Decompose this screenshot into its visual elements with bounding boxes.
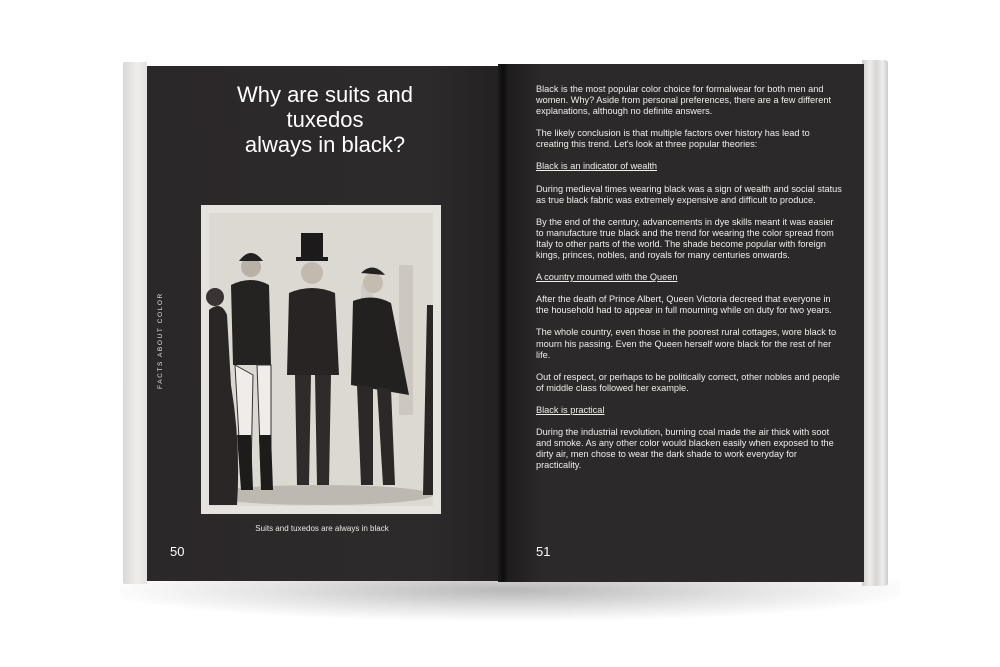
illustration-caption: Suits and tuxedos are always in black	[255, 524, 389, 533]
left-page	[147, 66, 498, 581]
book-gutter	[498, 64, 508, 582]
wealth-paragraph-2: By the end of the century, advancements in dye skills meant it was easier to manufacture true black and the trend for wearing the color spread from Italy to other parts of the world. The shade become popular with foreign kings, princes, nobles, and royals for many centuries onwards.	[536, 216, 834, 261]
mourning-paragraph-1: After the death of Prince Albert, Queen Victoria decreed that everyone in the household had to appear in full mourning while on duty for two years.	[536, 294, 832, 316]
article-body	[536, 84, 842, 482]
practical-paragraph: During the industrial revolution, burning coal made the air thick with soot and smoke. As any other color would blacken easily when exposed to the dirty air, men chose to wear the dark shade to work everyday for practicality.	[536, 426, 834, 471]
right-page	[508, 64, 864, 582]
intro-paragraph: Black is the most popular color choice for formalwear for both men and women. Why? Aside from personal preferences, there are a few different explanations, although no definite answers.	[536, 84, 831, 117]
book-cover-edge-left	[123, 62, 147, 584]
section-heading-mourning: A country mourned with the Queen	[536, 272, 678, 283]
page-number-left: 50	[170, 544, 185, 559]
page-title: Why are suits and tuxedos always in black?	[236, 82, 414, 157]
illustration-drawing	[201, 205, 441, 514]
wealth-paragraph-1: During medieval times wearing black was a sign of wealth and social status as true black fabric was extremely expensive and difficult to produce.	[536, 183, 842, 205]
section-heading-wealth: Black is an indicator of wealth	[536, 161, 658, 172]
section-heading-practical: Black is practical	[536, 404, 605, 415]
mourning-paragraph-2: The whole country, even those in the poorest rural cottages, wore black to mourn his passing. Even the Queen herself wore black for the rest of her life.	[536, 327, 837, 360]
book-page-edges-right	[862, 60, 888, 586]
conclusion-paragraph: The likely conclusion is that multiple factors over history has lead to creating this trend. Let's look at three popular theories:	[536, 128, 810, 150]
mourning-paragraph-3: Out of respect, or perhaps to be politically correct, other nobles and people of middle class followed her example.	[536, 371, 840, 393]
victorian-fashion-illustration	[201, 205, 441, 514]
page-number-right: 51	[536, 544, 551, 559]
section-side-label: FACTS ABOUT COLOR	[157, 292, 164, 390]
